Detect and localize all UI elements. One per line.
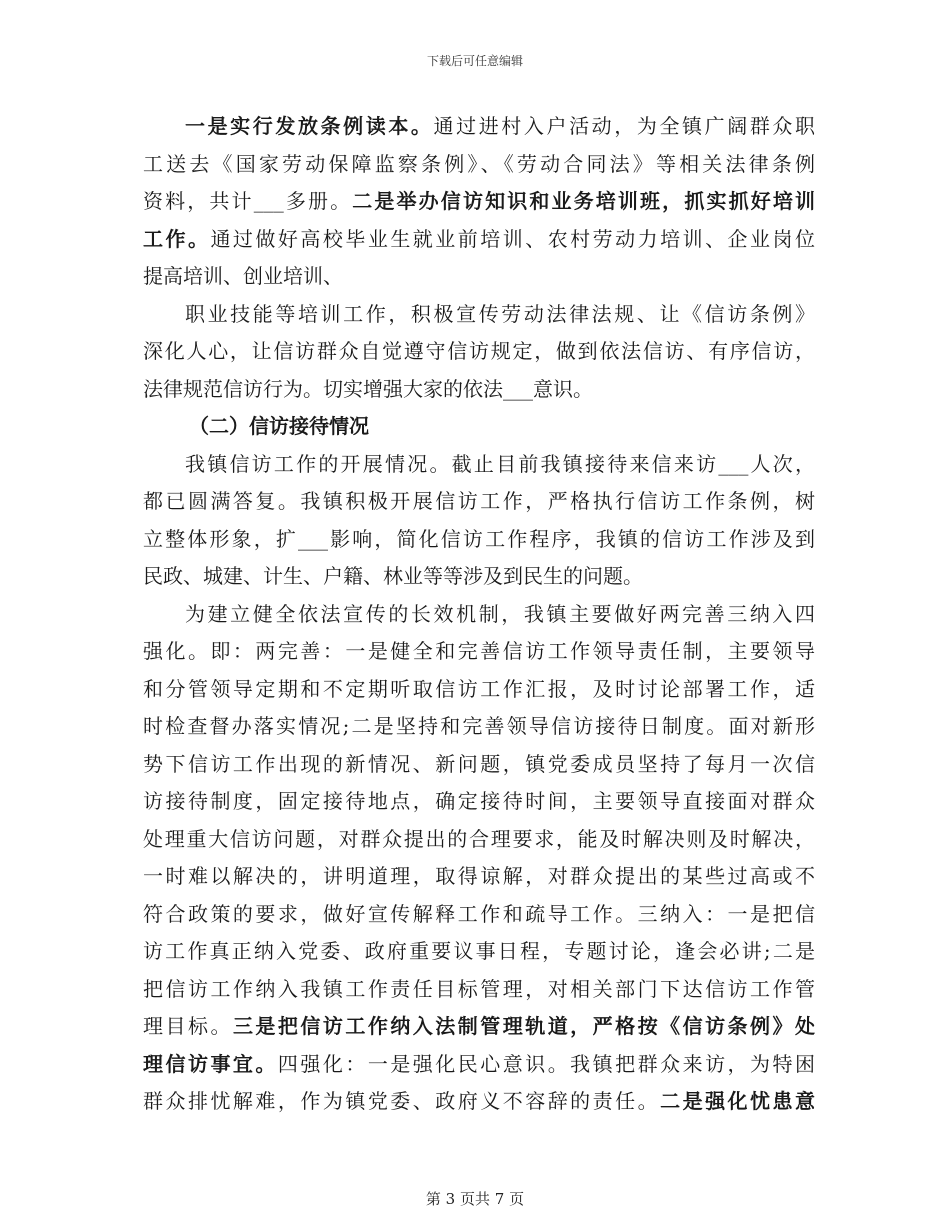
- text-line: 时检查督办落实情况;二是坚持和完善领导信访接待日制度。面对新形: [143, 714, 815, 738]
- text-line: 势下信访工作出现的新情况、新问题，镇党委成员坚持了每月一次信: [143, 751, 815, 776]
- text-line: 提高培训、创业培训、: [143, 264, 343, 288]
- page-header: 下载后可任意编辑: [426, 54, 523, 68]
- text-line: 一是实行发放条例读本。通过进村入户活动，为全镇广阔群众职: [185, 114, 815, 138]
- text-line: 强化。即：两完善：一是健全和完善信访工作领导责任制，主要领导: [143, 639, 815, 663]
- body-text: [143, 108, 815, 1121]
- text-line: 为建立健全依法宣传的长效机制，我镇主要做好两完善三纳入四: [185, 601, 815, 626]
- text-line: 资料，共计___多册。二是举办信访知识和业务培训班，抓实抓好培训: [143, 189, 815, 213]
- text-line: 理信访事宜。四强化：一是强化民心意识。我镇把群众来访，为特困: [143, 1051, 815, 1076]
- text-line: 立整体形象，扩___影响，简化信访工作程序，我镇的信访工作涉及到: [143, 526, 815, 551]
- text-line: 工作。通过做好高校毕业生就业前培训、农村劳动力培训、企业岗位: [143, 226, 815, 251]
- text-line: 我镇信访工作的开展情况。截止目前我镇接待来信来访___人次，: [185, 451, 815, 476]
- text-line: 访工作真正纳入党委、政府重要议事日程，专题讨论，逢会必讲;二是: [143, 939, 815, 963]
- text-line: 法律规范信访行为。切实增强大家的依法___意识。: [143, 376, 593, 401]
- text-line: 访接待制度，固定接待地点，确定接待时间，主要领导直接面对群众: [143, 789, 815, 813]
- text-line: 深化人心，让信访群众自觉遵守信访规定，做到依法信访、有序信访，: [143, 339, 815, 363]
- page-footer: 第 3 页共 7 页: [425, 1190, 525, 1208]
- text-line: 处理重大信访问题，对群众提出的合理要求，能及时解决则及时解决，: [143, 826, 815, 851]
- section-heading: （二）信访接待情况: [189, 414, 369, 438]
- text-line: 符合政策的要求，做好宣传解释工作和疏导工作。三纳入：一是把信: [143, 901, 815, 926]
- text-line: 和分管领导定期和不定期听取信访工作汇报，及时讨论部署工作，适: [143, 676, 815, 701]
- text-line: 把信访工作纳入我镇工作责任目标管理，对相关部门下达信访工作管: [143, 976, 815, 1001]
- text-line: 群众排忧解难，作为镇党委、政府义不容辞的责任。二是强化忧患意: [143, 1089, 815, 1113]
- text-line: 都已圆满答复。我镇积极开展信访工作，严格执行信访工作条例，树: [143, 489, 815, 513]
- text-line: 职业技能等培训工作，积极宣传劳动法律法规、让《信访条例》: [185, 301, 815, 326]
- text-line: 理目标。三是把信访工作纳入法制管理轨道，严格按《信访条例》处: [143, 1014, 815, 1038]
- text-line: 民政、城建、计生、户籍、林业等等涉及到民生的问题。: [143, 564, 643, 588]
- text-line: 工送去《国家劳动保障监察条例》、《劳动合同法》等相关法律条例: [143, 151, 815, 176]
- text-line: 一时难以解决的，讲明道理，取得谅解，对群众提出的某些过高或不: [143, 864, 815, 888]
